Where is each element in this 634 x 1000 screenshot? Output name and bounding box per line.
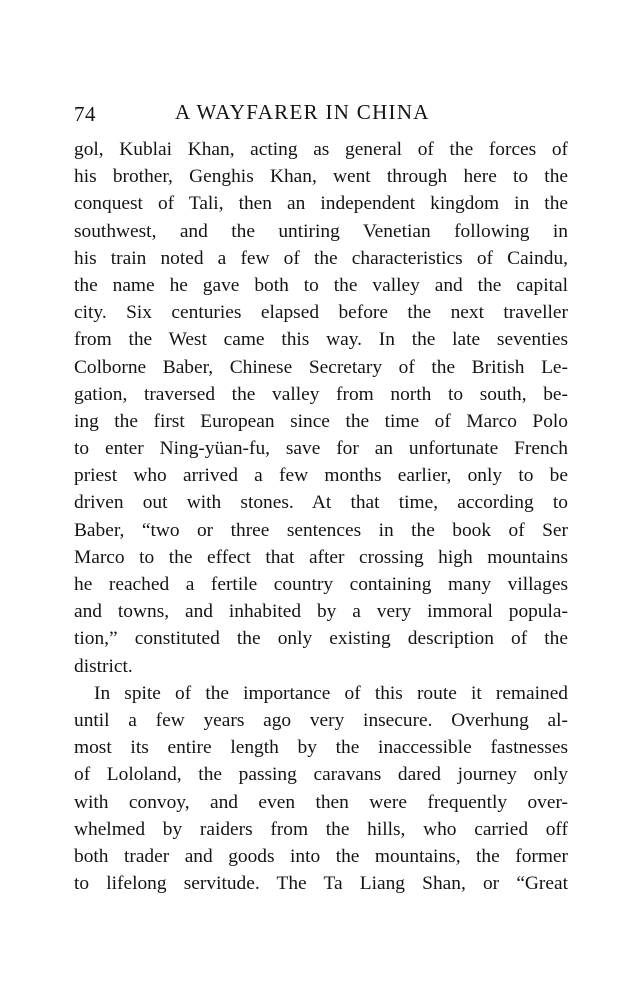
text-line: southwest, and the untiring Venetian following in xyxy=(74,220,568,242)
running-title: A WAYFARER IN CHINA xyxy=(175,100,430,124)
page-number: 74 xyxy=(74,102,96,126)
text-line: to lifelong servitude. The Ta Liang Shan, or “Great xyxy=(74,873,568,895)
text-line: from the West came this way. In the late seventies xyxy=(74,329,568,351)
text-line: Colborne Baber, Chinese Secretary of the British Le- xyxy=(74,356,568,378)
text-line: conquest of Tali, then an independent kingdom in the xyxy=(74,193,568,215)
text-line: whelmed by raiders from the hills, who carried off xyxy=(74,818,568,840)
text-line: both trader and goods into the mountains, the former xyxy=(74,845,568,867)
text-line: he reached a fertile country containing many villages xyxy=(74,574,568,595)
paragraph-end-line: district. xyxy=(74,655,133,677)
text-line: Baber, “two or three sentences in the book of Ser xyxy=(74,519,568,541)
text-line: tion,” constituted the only existing description of the xyxy=(74,628,568,650)
paragraph-first-line: In spite of the importance of this route it remained xyxy=(94,682,568,704)
text-line: most its entire length by the inaccessible fastnesses xyxy=(74,737,568,759)
text-line: priest who arrived a few months earlier, only to be xyxy=(74,465,568,487)
text-line: with convoy, and even then were frequently over- xyxy=(74,791,568,813)
text-line: Marco to the effect that after crossing high mountains xyxy=(74,546,568,568)
body-text xyxy=(74,136,568,897)
text-line: his brother, Genghis Khan, went through here to the xyxy=(74,166,568,188)
text-line: ing the first European since the time of Marco Polo xyxy=(74,410,568,432)
text-line: to enter Ning-yüan-fu, save for an unfortunate French xyxy=(74,438,568,460)
text-line: of Lololand, the passing caravans dared journey only xyxy=(74,764,568,786)
text-line: gation, traversed the valley from north to south, be- xyxy=(74,383,568,405)
text-line: the name he gave both to the valley and the capital xyxy=(74,274,568,296)
text-line: his train noted a few of the characteristics of Caindu, xyxy=(74,247,568,269)
text-line: city. Six centuries elapsed before the next traveller xyxy=(74,302,568,324)
text-line: gol, Kublai Khan, acting as general of the forces of xyxy=(74,139,568,160)
running-header xyxy=(74,100,568,132)
text-line: driven out with stones. At that time, according to xyxy=(74,492,568,514)
text-line: until a few years ago very insecure. Overhung al- xyxy=(74,709,568,731)
text-line: and towns, and inhabited by a very immoral popula- xyxy=(74,601,568,623)
